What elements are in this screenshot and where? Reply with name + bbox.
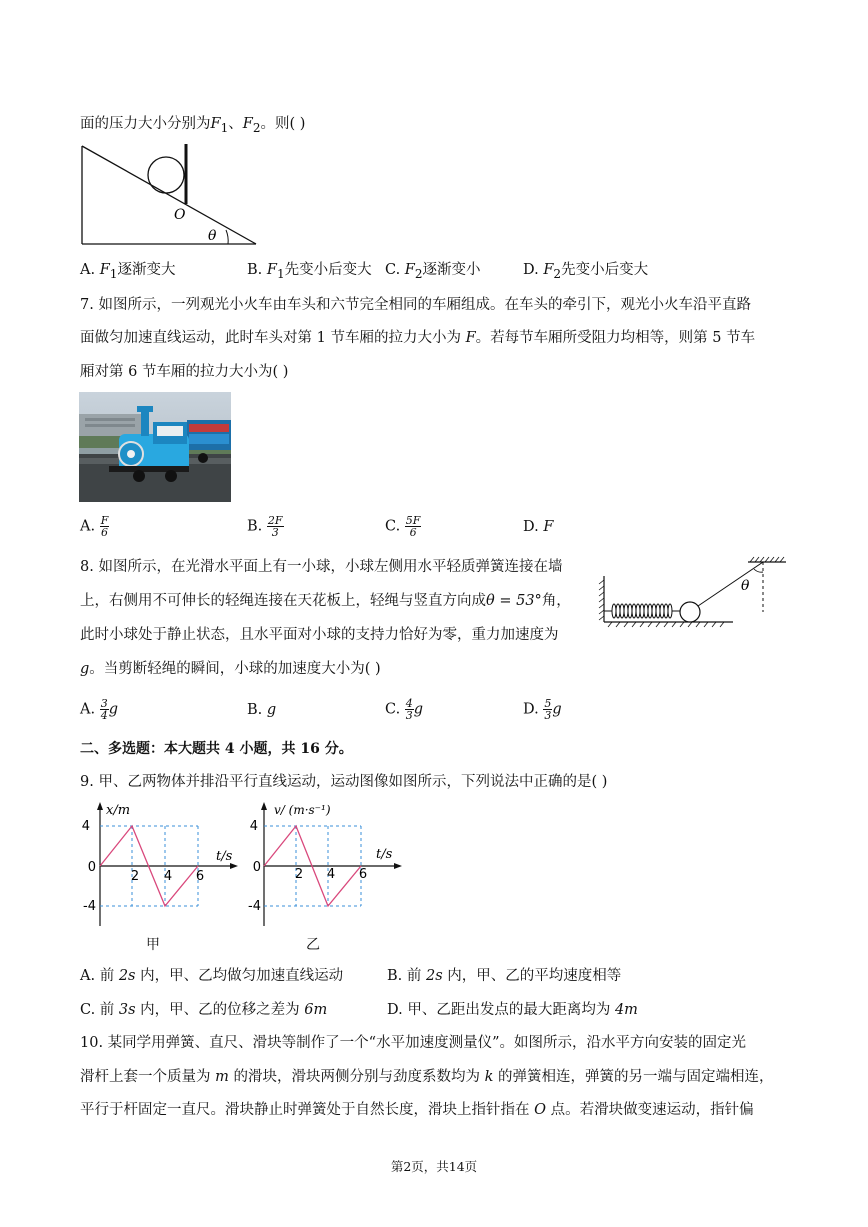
caption-yi: 乙 xyxy=(306,937,320,953)
label-theta-q8: θ xyxy=(741,578,750,594)
jia-ytick-0: 0 xyxy=(87,860,96,875)
jia-ytick-4: 4 xyxy=(81,819,90,834)
q6-option-c: C. $F_2$逐渐变小 xyxy=(385,262,481,281)
q9-graph-jia xyxy=(81,798,244,938)
q9-option-a: A. 前 2s 内，甲、乙均做匀加速直线运动 xyxy=(80,968,344,984)
q8-line-1: 8. 如图所示，在光滑水平面上有一小球，小球左侧用水平轻质弹簧连接在墙 xyxy=(80,559,563,575)
q7-option-d: D. F xyxy=(523,519,554,535)
yi-ytick-4: 4 xyxy=(249,819,258,834)
q8-option-a: A. $\frac{3}{4}$ g xyxy=(80,697,118,722)
jia-xlabel: t/s xyxy=(216,849,233,864)
q7-option-a: A. $\frac{F}{6}$ xyxy=(80,514,109,539)
q9-stem: 9. 甲、乙两物体并排沿平行直线运动，运动图像如图所示，下列说法中正确的是( ) xyxy=(80,774,608,790)
q6-option-a: A. $F_1$逐渐变大 xyxy=(80,262,176,281)
q7-line-2: 面做匀加速直线运动，此时车头对第 1 节车厢的拉力大小为 F。若每节车厢所受阻力均相等，则第 5 节车 xyxy=(80,330,756,346)
q8-option-d: D. $\frac{5}{3}$ g xyxy=(523,697,562,722)
q6-incline-figure xyxy=(78,142,263,248)
q8-option-c: C. $\frac{4}{3}$ g xyxy=(385,697,424,722)
yi-ytick-0: 0 xyxy=(252,860,261,875)
q9-option-b: B. 前 2s 内，甲、乙的平均速度相等 xyxy=(387,968,622,984)
q10-line-2: 滑杆上套一个质量为 m 的滑块，滑块两侧分别与劲度系数均为 k 的弹簧相连，弹簧的另一端与固定端相连， xyxy=(80,1069,774,1085)
section-heading: 二、多选题：本大题共 4 小题，共 16 分。 xyxy=(80,741,353,757)
caption-jia: 甲 xyxy=(146,937,160,953)
q10-line-1: 10. 某同学用弹簧、直尺、滑块等制作了一个“水平加速度测量仪”。如图所示，沿水平方向安装的固定光 xyxy=(80,1035,746,1051)
q6-option-d: D. $F_2$先变小后变大 xyxy=(523,262,649,281)
q8-line-3: 此时小球处于静止状态，且水平面对小球的支持力恰好为零，重力加速度为 xyxy=(80,627,559,643)
q9-option-c: C. 前 3s 内，甲、乙的位移之差为 6m xyxy=(80,1002,328,1018)
q6-stem-tail: 面的压力大小分别为$F_1$、$F_2$。则( ) xyxy=(80,116,306,135)
q8-option-b: B. g xyxy=(247,702,277,718)
yi-ylabel: v/ (m·s⁻¹) xyxy=(274,803,331,817)
q7-line-1: 7. 如图所示，一列观光小火车由车头和六节完全相同的车厢组成。在车头的牵引下，观光小火车沿平直路 xyxy=(80,297,751,313)
q8-line-4: g。当剪断轻绳的瞬间，小球的加速度大小为( ) xyxy=(80,661,381,677)
page-footer: 第2页，共14页 xyxy=(390,1159,478,1174)
jia-xtick-2: 2 xyxy=(130,869,140,884)
jia-ylabel: x/m xyxy=(106,803,131,818)
yi-ytick-neg4: -4 xyxy=(248,899,261,914)
jia-ytick-neg4: -4 xyxy=(83,899,96,914)
yi-xtick-2: 2 xyxy=(294,867,304,882)
label-theta: θ xyxy=(208,228,217,244)
q10-line-3: 平行于杆固定一直尺。滑块静止时弹簧处于自然长度，滑块上指针指在 O 点。若滑块做变速运动，指针偏 xyxy=(80,1102,754,1118)
jia-xtick-6: 6 xyxy=(195,869,205,884)
tourist-train-photo xyxy=(79,392,231,502)
q6-option-b: B. $F_1$先变小后变大 xyxy=(247,262,372,281)
yi-xtick-4: 4 xyxy=(326,867,336,882)
q9-graph-yi xyxy=(248,796,412,938)
q8-line-2: 上，右侧用不可伸长的轻绳连接在天花板上，轻绳与竖直方向成θ = 53°角， xyxy=(80,593,571,609)
q8-spring-ball-figure xyxy=(598,556,788,632)
yi-xtick-6: 6 xyxy=(358,867,368,882)
q7-line-3: 厢对第 6 节车厢的拉力大小为( ) xyxy=(80,364,289,380)
q9-option-d: D. 甲、乙距出发点的最大距离均为 4m xyxy=(387,1002,638,1018)
yi-xlabel: t/s xyxy=(376,847,393,862)
jia-xtick-4: 4 xyxy=(163,869,173,884)
label-o: O xyxy=(174,207,186,223)
q7-option-b: B. $\frac{2F}{3}$ xyxy=(247,514,283,539)
q7-option-c: C. $\frac{5F}{6}$ xyxy=(385,514,421,539)
